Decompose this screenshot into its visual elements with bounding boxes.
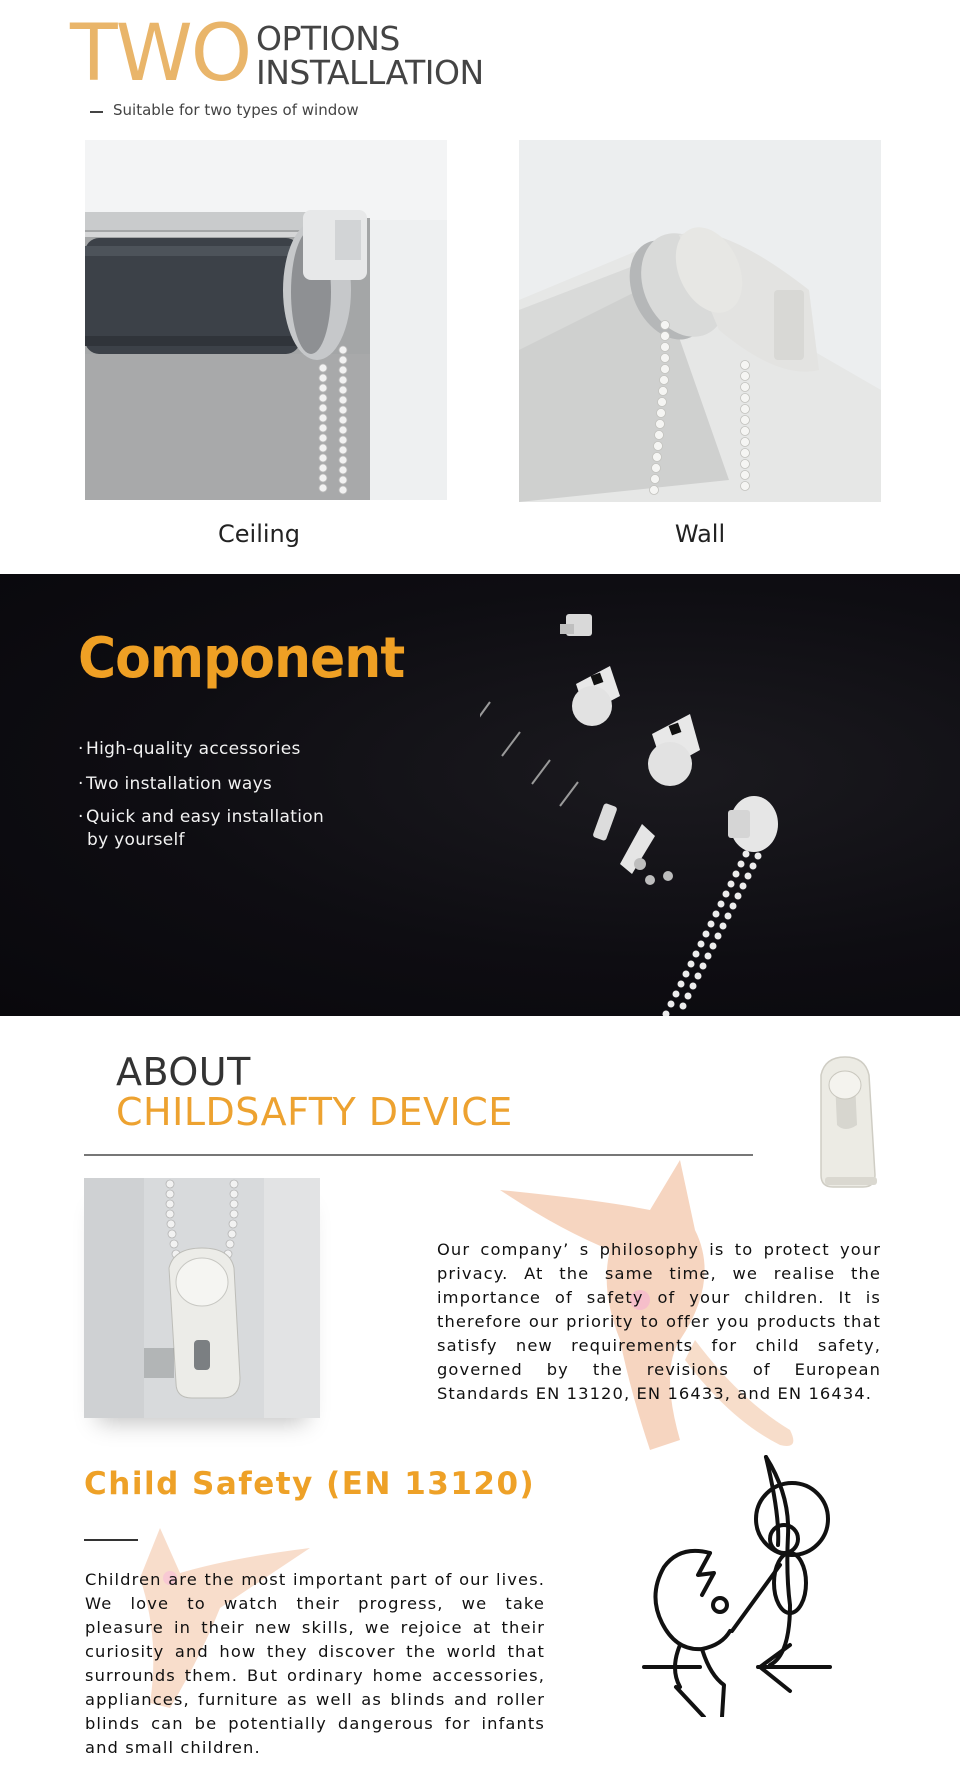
childsafety-device-heading: CHILDSAFTY DEVICE (116, 1090, 513, 1134)
installation-section (0, 0, 960, 574)
component-parts-image (480, 574, 960, 1016)
wall-mount-photo (519, 140, 881, 502)
options-installation-heading (256, 19, 484, 92)
about-heading: ABOUT (116, 1050, 251, 1094)
safety-clip-image (805, 1055, 885, 1190)
child-strangulation-warning-icon (640, 1455, 850, 1717)
component-bullet: · High-quality accessories (78, 739, 301, 759)
section-divider (84, 1154, 753, 1156)
installation-label: INSTALLATION (256, 53, 484, 92)
component-bullet: · Quick and easy installation by yourself (78, 807, 325, 850)
child-safety-paragraph: Children are the most important part of our lives. We love to watch their progress, we take pleasure in their new skills, we rejoice at their curiosity and how they discover the world that surrounds them. But ordinary home accessories, appliances, furniture as well as blinds and roller blinds can be potentially dangerous for infants and small children. (85, 1570, 545, 1757)
component-section (0, 574, 960, 1016)
ceiling-caption: Ceiling (218, 520, 300, 548)
subtitle-dash (90, 111, 103, 113)
safety-device-photo (84, 1178, 320, 1418)
child-safety-title: Child Safety (EN 13120) (84, 1466, 536, 1502)
wall-caption: Wall (674, 520, 726, 548)
ceiling-mount-photo (85, 140, 447, 500)
child-safety-divider (84, 1539, 138, 1541)
installation-subtitle: Suitable for two types of window (113, 101, 359, 119)
component-title: Component (78, 626, 405, 691)
component-bullet: · Two installation ways (78, 774, 273, 794)
two-heading: TWO (70, 9, 251, 99)
options-label: OPTIONS (256, 19, 400, 58)
about-paragraph: Our company’ s philosophy is to protect your privacy. At the same time, we realise the importance of safety of your children. It is therefore our priority to offer you products that satisfy new requirements for child safety, governed by the revisions of European Standards EN 13120, EN 16433, and EN 16434. (437, 1240, 881, 1403)
